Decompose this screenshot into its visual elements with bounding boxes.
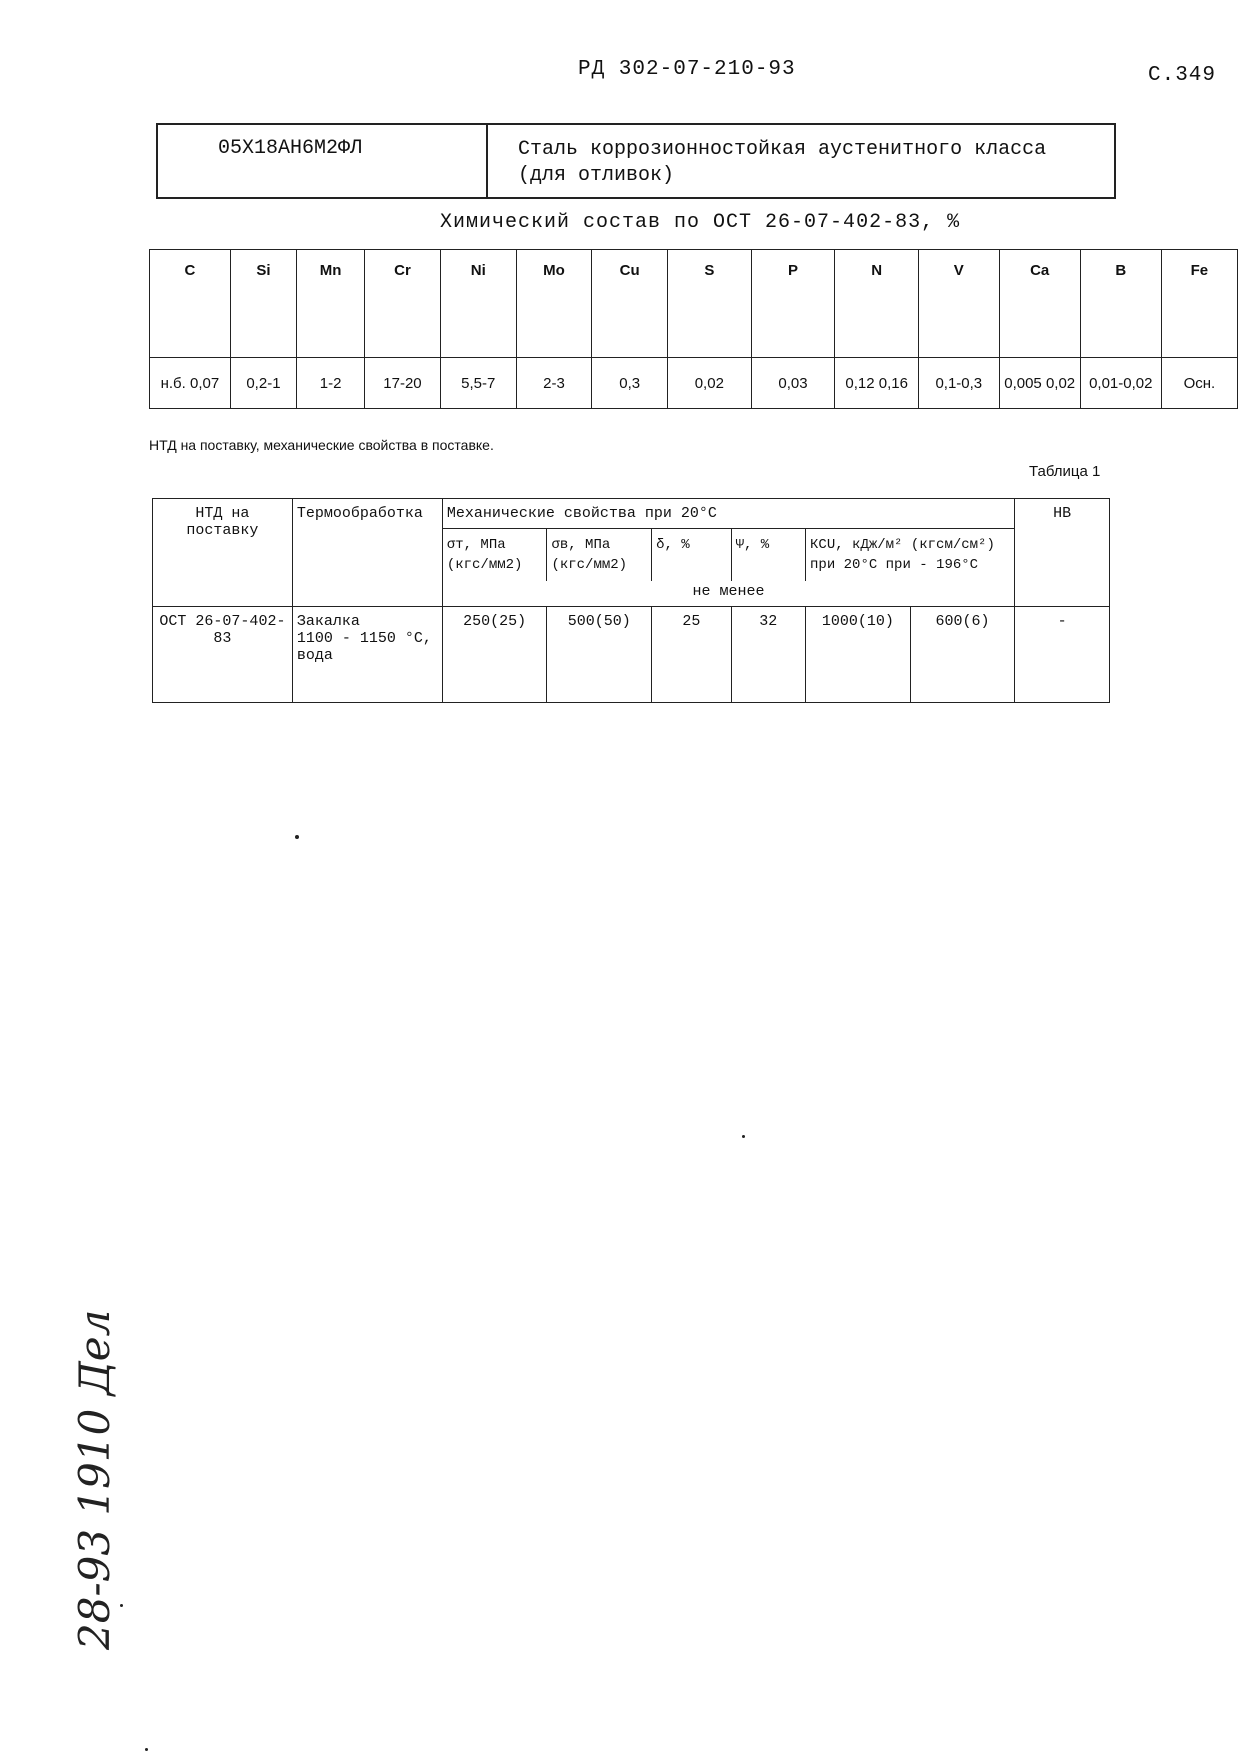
element-value: 0,03: [751, 358, 835, 409]
grade-description-line1: Сталь коррозионностойкая аустенитного класса: [518, 138, 1047, 161]
handwritten-note: 28-93 1910 Дел: [70, 1309, 119, 1650]
cell-tensile-strength: 500(50): [547, 607, 652, 703]
grade-box: [156, 123, 1116, 199]
header-ntd: НТД на поставку: [153, 499, 293, 607]
element-header: Cr: [365, 250, 441, 358]
element-header: B: [1080, 250, 1161, 358]
tensile-strength-unit: (кгс/мм2): [551, 557, 628, 573]
cell-reduction-area: 32: [731, 607, 805, 703]
element-header: N: [835, 250, 919, 358]
element-value-row: [150, 358, 1238, 409]
cell-heat-treatment: [292, 607, 442, 703]
header-reduction-area: Ψ, %: [731, 529, 805, 582]
element-value: 0,12 0,16: [835, 358, 919, 409]
heat-treatment-line1: Закалка: [296, 613, 360, 630]
element-header: Fe: [1161, 250, 1237, 358]
element-header: Mo: [516, 250, 592, 358]
scan-speck: [742, 1135, 745, 1138]
grade-description: [518, 137, 1046, 189]
header-tensile-strength: [547, 529, 652, 582]
steel-grade: 05Х18АН6М2ФЛ: [158, 125, 488, 197]
element-header: Cu: [592, 250, 668, 358]
chemical-composition-title: Химический состав по ОСТ 26-07-402-83, %: [440, 211, 961, 234]
header-hb: НВ: [1015, 499, 1110, 607]
table-label: Таблица 1: [1029, 463, 1101, 480]
ntd-note: НТД на поставку, механические свойства в поставке.: [149, 437, 494, 453]
tensile-strength-label: σв, МПа: [551, 537, 611, 553]
scan-speck: [295, 835, 299, 839]
element-value: 0,3: [592, 358, 668, 409]
element-value: 17-20: [365, 358, 441, 409]
impact-strength-label: КСU, кДж/м² (кгсм/см²): [810, 537, 995, 553]
element-header: C: [150, 250, 231, 358]
table-row: [153, 607, 1110, 703]
grade-description-line2: (для отливок): [518, 164, 675, 187]
header-heat-treatment: Термообработка: [292, 499, 442, 607]
cell-yield-strength: 250(25): [442, 607, 547, 703]
header-elongation: δ, %: [652, 529, 731, 582]
element-value: 0,01-0,02: [1080, 358, 1161, 409]
cell-elongation: 25: [652, 607, 731, 703]
element-value: 5,5-7: [440, 358, 516, 409]
heat-treatment-line3: вода: [296, 647, 333, 664]
element-value: н.б. 0,07: [150, 358, 231, 409]
yield-strength-unit: (кгс/мм2): [446, 557, 523, 573]
yield-strength-label: σт, МПа: [446, 537, 506, 553]
impact-strength-conditions: при 20°С при - 196°С: [810, 557, 979, 573]
scan-speck: [145, 1748, 148, 1751]
element-header: Mn: [297, 250, 365, 358]
element-value: 0,2-1: [230, 358, 296, 409]
header-yield-strength: [442, 529, 547, 582]
page-number: С.349: [1148, 64, 1217, 87]
element-header: V: [918, 250, 999, 358]
element-header: Si: [230, 250, 296, 358]
scan-speck: [120, 1604, 123, 1607]
element-header: Ca: [999, 250, 1080, 358]
element-value: Осн.: [1161, 358, 1237, 409]
element-value: 0,1-0,3: [918, 358, 999, 409]
element-header: Ni: [440, 250, 516, 358]
header-impact-strength: [806, 529, 1015, 582]
element-value: 2-3: [516, 358, 592, 409]
chemical-composition-table: [149, 249, 1238, 409]
element-header: P: [751, 250, 835, 358]
element-value: 0,02: [668, 358, 752, 409]
cell-kcu-196: 600(6): [910, 607, 1015, 703]
cell-ntd: ОСТ 26-07-402-83: [153, 607, 293, 703]
document-id: РД 302-07-210-93: [578, 58, 796, 81]
element-value: 0,005 0,02: [999, 358, 1080, 409]
cell-kcu-20: 1000(10): [806, 607, 911, 703]
heat-treatment-line2: 1100 - 1150 °С,: [296, 630, 432, 647]
element-header-row: [150, 250, 1238, 358]
header-mechanical-properties: Механические свойства при 20°С: [442, 499, 1015, 529]
mechanical-properties-table: [152, 498, 1110, 703]
header-not-less: не менее: [442, 581, 1015, 607]
element-header: S: [668, 250, 752, 358]
element-value: 1-2: [297, 358, 365, 409]
cell-hb: -: [1015, 607, 1110, 703]
